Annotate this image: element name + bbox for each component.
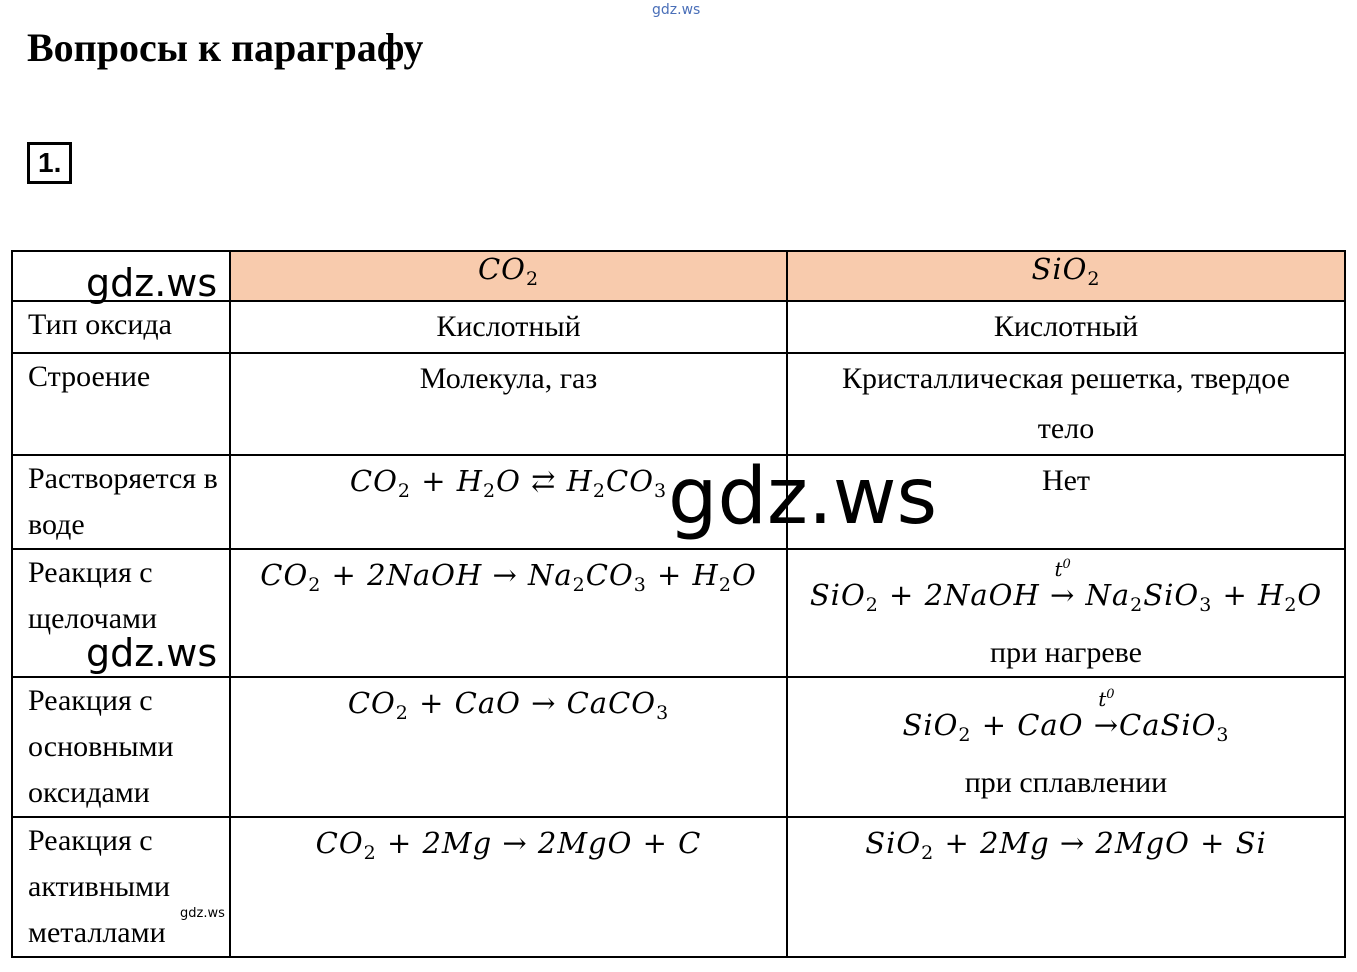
- condition-t0: $t^0$: [1054, 557, 1071, 581]
- row-label-active-metal-reaction: Реакция с активными металлами: [12, 817, 230, 957]
- reaction-sio2-mg: SiO$_2$ + 2Mg → 2MgO + Si: [865, 826, 1267, 864]
- cell-sio2-oxide-type: Кислотный: [787, 301, 1345, 353]
- cell-co2-oxide-type: Кислотный: [230, 301, 787, 353]
- task-number: 1.: [38, 147, 62, 178]
- task-number-box: [27, 142, 72, 184]
- watermark-gdz-small: gdz.ws: [180, 906, 225, 921]
- cell-sio2-metal: [787, 817, 1345, 957]
- table-row: [12, 353, 1345, 455]
- cell-sio2-alkali: [787, 549, 1345, 677]
- watermark-top: gdz.ws: [652, 2, 701, 18]
- reaction-sio2-cao: SiO$_2$ + CaO $t^0$ →CaSiO$_3$: [902, 708, 1229, 742]
- row-label-water-solubility: Растворяется в воде: [12, 455, 230, 549]
- cell-sio2-water: Нет: [787, 455, 1345, 549]
- reaction-co2-water: $CO_2 + H_2O$ ⇄ $H_2CO_3$: [349, 464, 668, 502]
- watermark-gdz: gdz.ws: [86, 261, 218, 305]
- watermark-gdz-large: gdz.ws: [668, 452, 938, 542]
- watermark-gdz: gdz.ws: [86, 631, 218, 675]
- cell-co2-structure: Молекула, газ: [230, 353, 787, 455]
- reaction-co2-cao: $CO_2$ + CaO → CaCO$_3$: [347, 686, 670, 724]
- table-row: [12, 301, 1345, 353]
- row-label-alkali-reaction: Реакция с щелочами: [12, 549, 230, 677]
- row-label-oxide-type: Тип оксида: [12, 301, 230, 353]
- oxides-comparison-table: [11, 250, 1346, 958]
- reaction-co2-naoh: $CO_2$ + 2NaOH → $Na_2CO_3 + H_2O$: [260, 558, 757, 596]
- header-co2: [230, 251, 787, 301]
- cell-sio2-structure: Кристаллическая решетка, твердое тело: [787, 353, 1345, 455]
- row-label-basic-oxide-reaction: Реакция с основными оксидами: [12, 677, 230, 817]
- row-label-structure: Строение: [12, 353, 230, 455]
- note-fusion: при сплавлении: [964, 766, 1168, 799]
- cell-co2-basic-oxide: [230, 677, 787, 817]
- page-title: Вопросы к параграфу: [27, 25, 424, 70]
- reaction-sio2-naoh: SiO$_2$ + 2NaOH $t^0$ → $Na_2SiO_3 + H_2O$: [810, 578, 1322, 612]
- header-sio2: [787, 251, 1345, 301]
- reaction-co2-mg: $CO_2 + 2Mg \to 2MgO + C$: [315, 826, 702, 864]
- table-row: [12, 677, 1345, 817]
- table-row: [12, 817, 1345, 957]
- cell-co2-alkali: [230, 549, 787, 677]
- note-heating: при нагреве: [990, 636, 1142, 669]
- condition-t0: $t^0$: [1098, 687, 1115, 711]
- cell-sio2-basic-oxide: [787, 677, 1345, 817]
- cell-co2-metal: [230, 817, 787, 957]
- header-co2-formula: $CO_2$: [477, 252, 540, 290]
- header-sio2-formula: SiO$_2$: [1031, 252, 1101, 290]
